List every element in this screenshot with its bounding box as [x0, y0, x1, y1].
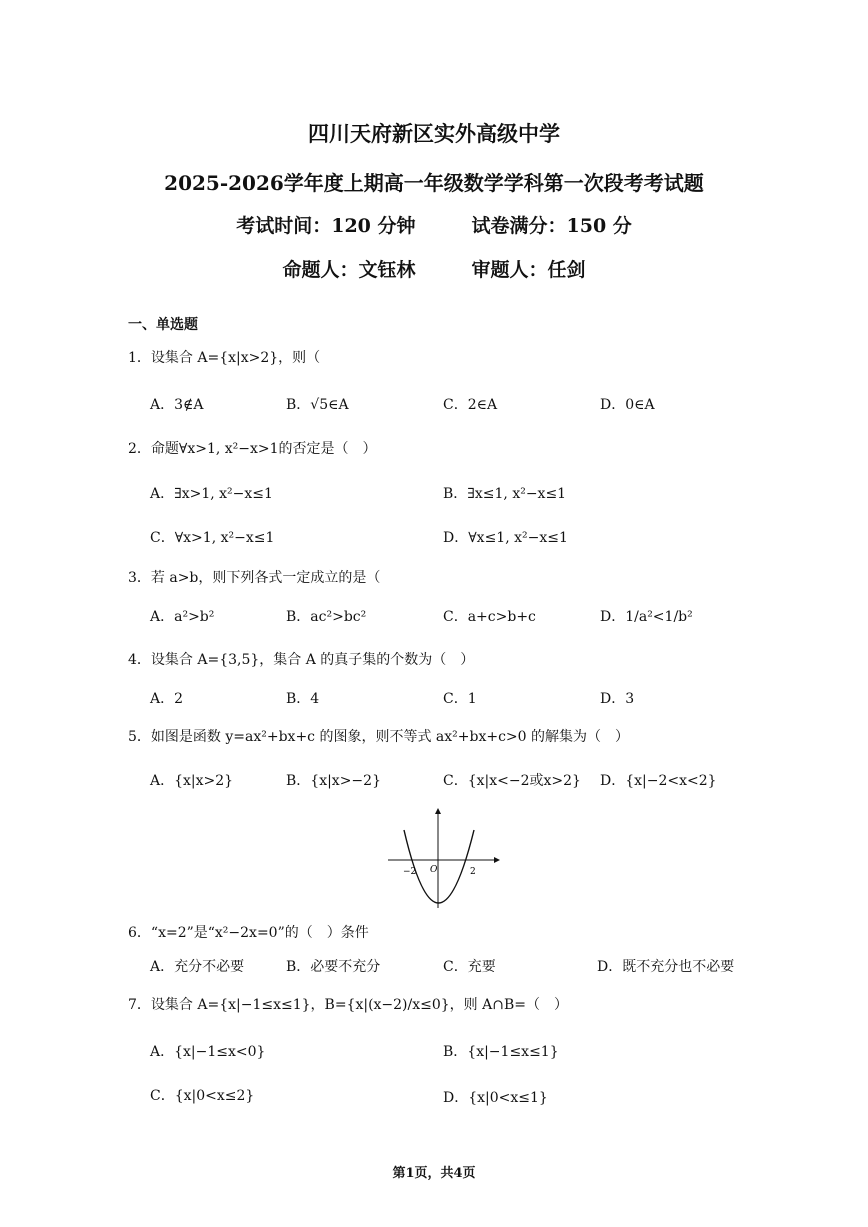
- q6-option-a: A．充分不必要: [150, 959, 245, 975]
- q3-option-c: C．a+c>b+c: [443, 609, 536, 625]
- question-2-stem: 2．命题∀x>1, x²−x>1的否定是（ ）: [128, 441, 377, 457]
- q5-option-d: D．{x|−2<x<2}: [600, 773, 717, 789]
- question-7-stem: 7．设集合 A={x|−1≤x≤1}，B={x|(x−2)/x≤0}，则 A∩B=（ ）: [128, 997, 568, 1013]
- q7-option-a: A．{x|−1≤x<0}: [150, 1044, 266, 1060]
- x-axis-arrow: [494, 857, 500, 863]
- q1-option-d: D．0∈A: [600, 397, 655, 413]
- reviewer: 审题人：任剑: [471, 259, 586, 281]
- q7-option-d: D．{x|0<x≤1}: [443, 1090, 548, 1106]
- question-1-stem: 1．设集合 A={x|x>2}，则（: [128, 350, 321, 366]
- q6-option-d: D．既不充分也不必要: [597, 959, 735, 975]
- q7-option-c: C．{x|0<x≤2}: [150, 1088, 255, 1104]
- q5-option-c: C．{x|x<−2或x>2}: [443, 773, 581, 789]
- parabola-graph: [386, 806, 502, 910]
- question-6-stem: 6．“x=2”是“x²−2x=0”的（ ）条件: [128, 925, 369, 941]
- q7-option-b: B．{x|−1≤x≤1}: [443, 1044, 559, 1060]
- page-footer: 第1页，共4页: [392, 1166, 476, 1181]
- q2-option-c: C．∀x>1, x²−x≤1: [150, 530, 275, 546]
- exam-info-row: [0, 211, 868, 238]
- q4-option-c: C．1: [443, 691, 477, 707]
- y-axis-arrow: [435, 808, 441, 814]
- question-4-stem: 4．设集合 A={3,5}，集合 A 的真子集的个数为（ ）: [128, 652, 475, 668]
- q4-option-a: A．2: [150, 691, 184, 707]
- q1-option-c: C．2∈A: [443, 397, 498, 413]
- q5-option-a: A．{x|x>2}: [150, 773, 234, 789]
- q6-option-c: C．充要: [443, 959, 496, 975]
- question-3-stem: 3．若 a>b，则下列各式一定成立的是（: [128, 570, 381, 586]
- q6-option-b: B．必要不充分: [286, 959, 381, 975]
- section-title: 一、单选题: [128, 317, 198, 333]
- q2-option-d: D．∀x≤1, x²−x≤1: [443, 530, 568, 546]
- q4-option-b: B．4: [286, 691, 320, 707]
- q1-option-a: A．3∉A: [150, 397, 204, 413]
- label-two: 2: [470, 867, 476, 877]
- q5-option-b: B．{x|x>−2}: [286, 773, 381, 789]
- question-5-stem: 5．如图是函数 y=ax²+bx+c 的图象，则不等式 ax²+bx+c>0 的解集为（ ）: [128, 729, 630, 745]
- exam-time: 考试时间：120 分钟: [236, 215, 416, 237]
- school-name: 四川天府新区实外高级中学: [308, 121, 560, 146]
- exam-title: 2025-2026学年度上期高一年级数学学科第一次段考考试题: [164, 171, 704, 195]
- author-row: [0, 255, 868, 282]
- label-origin: O: [430, 865, 438, 875]
- q2-option-b: B．∃x≤1, x²−x≤1: [443, 486, 567, 502]
- label-neg-two: −2: [403, 867, 417, 877]
- q3-option-d: D．1/a²<1/b²: [600, 609, 693, 625]
- author: 命题人：文钰林: [282, 259, 416, 281]
- q2-option-a: A．∃x>1, x²−x≤1: [150, 486, 273, 502]
- q3-option-a: A．a²>b²: [150, 609, 215, 625]
- q4-option-d: D．3: [600, 691, 635, 707]
- full-score: 试卷满分：150 分: [471, 215, 632, 237]
- q3-option-b: B．ac²>bc²: [286, 609, 367, 625]
- q1-option-b: B．√5∈A: [286, 397, 349, 413]
